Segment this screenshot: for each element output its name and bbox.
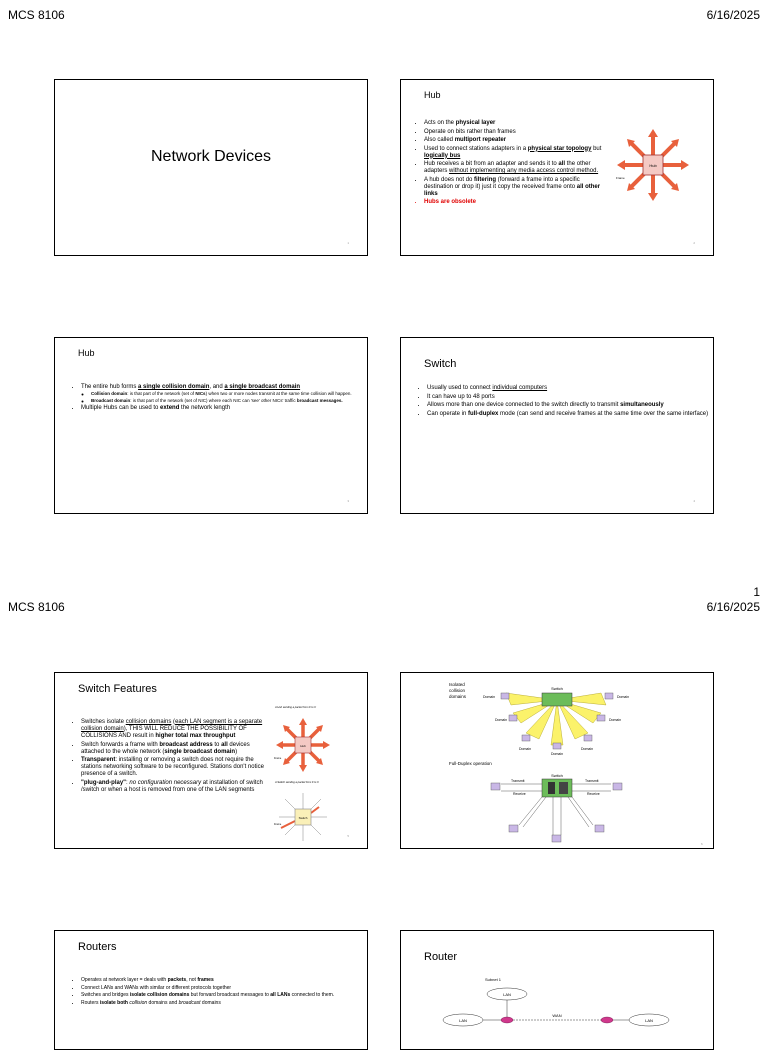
domain-label: Domain xyxy=(483,695,496,699)
hub-figure-caption: A Hub sending a packet from F to C xyxy=(275,706,317,709)
domain-label: Domain xyxy=(581,747,594,751)
bullet: • Switches and bridges isolate collision domains but forward broadcast messages to all LANs connected to them. xyxy=(81,992,366,998)
bullet: • Used to connect stations adapters in a physical star topology but logically bus xyxy=(424,146,602,160)
slide-7 xyxy=(54,930,368,1050)
slide-4-title: Switch xyxy=(424,358,457,370)
switch-figure-caption: A Switch sending a packet from F to C xyxy=(275,781,319,784)
router-diagram xyxy=(401,931,714,1050)
domain-label: Domain xyxy=(551,752,564,756)
lan-label: LAN xyxy=(645,1018,653,1023)
bullet: • Switches isolate collision domains (each LAN segment is a separate collision domain), THIS WILL REDUCE THE POSSIBILITY OF COLLISIONS AND result in higher total max throughput xyxy=(81,719,269,740)
hub-label: Hub xyxy=(300,744,306,748)
bullet: • Usually used to connect individual computers xyxy=(427,385,712,392)
sub-bullet: ◦ Broadcast domain: is that part of the network (set of NIC) where each NIC can 'see' other NICs' traffic broadcast messages. xyxy=(91,398,366,404)
bullet: • Acts on the physical layer xyxy=(424,120,602,127)
switch-label-bottom: Switch xyxy=(551,773,563,778)
hub-diagram xyxy=(613,125,693,205)
slide-3-number: 3 xyxy=(347,499,349,503)
isolated-label-1: Isolated xyxy=(449,682,465,687)
frame-label: Frame xyxy=(616,176,625,180)
slide-3-title: Hub xyxy=(78,348,95,358)
switch-label-top: Switch xyxy=(551,686,563,691)
bullet: • Operate on bits rather than frames xyxy=(424,129,602,136)
frame-label: Frame xyxy=(274,757,282,760)
bullet: • Hubs are obsolete xyxy=(424,199,602,206)
slide-5-bullets xyxy=(69,719,269,795)
subnet-label: Subnet 1 xyxy=(485,977,502,982)
slide-6 xyxy=(400,672,714,849)
lan-label: LAN xyxy=(459,1018,467,1023)
page-number: 1 xyxy=(753,585,760,599)
hub-label: Hub xyxy=(649,163,657,168)
slide-8 xyxy=(400,930,714,1050)
slide-4-bullets xyxy=(415,385,712,419)
wan-label: WAN xyxy=(552,1013,562,1018)
frame-label: Frame xyxy=(274,823,282,826)
slide-7-bullets xyxy=(69,977,366,1007)
bullet: • Switch forwards a frame with broadcast address to all devices attached to the whole network (single broadcast domain) xyxy=(81,742,269,756)
slide-3 xyxy=(54,337,368,514)
bullet: • Can operate in full-duplex mode (can send and receive frames at the same time over the same interface) xyxy=(427,411,712,418)
domain-label: Domain xyxy=(617,695,630,699)
slide-1 xyxy=(54,79,368,256)
isolated-label-3: domains xyxy=(449,694,467,699)
slide-2-bullets xyxy=(412,120,602,208)
course-header-top: MCS 8106 xyxy=(8,8,65,22)
receive-label: Receive xyxy=(587,792,600,796)
slide-5-title: Switch Features xyxy=(78,683,157,695)
bullet: • Also called multiport repeater xyxy=(424,137,602,144)
transmit-label: Transmit xyxy=(585,779,599,783)
bullet: • Operates at network layer = deals with packets, not frames xyxy=(81,977,366,983)
bullet: • It can have up to 48 ports xyxy=(427,394,712,401)
bullet: • Connect LANs and WANs with similar or different protocols together xyxy=(81,985,366,991)
hub-switch-comparison-figure xyxy=(273,703,353,843)
course-header-bottom: MCS 8106 xyxy=(8,600,65,614)
bullet: • Allows more than one device connected to the switch directly to transmit simultaneously xyxy=(427,402,712,409)
slide-2-title: Hub xyxy=(424,90,441,100)
lan-label: LAN xyxy=(503,992,511,997)
slide-4 xyxy=(400,337,714,514)
bullet: • Multiple Hubs can be used to extend the network length xyxy=(81,405,366,412)
slide-6-number: 6 xyxy=(701,842,703,846)
slide-5 xyxy=(54,672,368,849)
bullet: • A hub does not do filtering (forward a frame into a specific destination or drop it) just it copy the received frame onto all other links xyxy=(424,177,602,198)
slide-2-number: 2 xyxy=(693,241,695,245)
switch-domain-diagram xyxy=(401,673,714,849)
bullet: • The entire hub forms a single collision domain, and a single broadcast domain ◦ Collision domain: is that part of the network (set of NICs) when two or more nodes transmit at the same time collision will happen. ◦ Broadcast domain: is that part of the network (set of NIC) where each NIC can 'see' other NICs' traffic broadcast messages. xyxy=(81,384,366,404)
receive-label: Receive xyxy=(513,792,526,796)
domain-label: Domain xyxy=(519,747,532,751)
bullet: • Routers isolate both collision domains and broadcast domains xyxy=(81,1000,366,1006)
slide-4-number: 4 xyxy=(693,499,695,503)
transmit-label: Transmit xyxy=(511,779,525,783)
bullet: • Transparent: installing or removing a switch does not require the stations networking software to be reconfigured. Stations don't notice presence of a switch. xyxy=(81,757,269,778)
date-header-bottom: 6/16/2025 xyxy=(706,600,760,614)
isolated-label-2: collision xyxy=(449,688,466,693)
bullet: • "plug-and-play": no configuration necessary at installation of switch /switch or when a host is removed from one of the LAN segments xyxy=(81,780,269,794)
slide-8-title: Router xyxy=(424,951,458,963)
domain-label: Domain xyxy=(609,718,622,722)
slide-5-number: 5 xyxy=(347,834,349,838)
sub-bullet: ◦ Collision domain: is that part of the network (set of NICs) when two or more nodes transmit at the same time collision will happen. xyxy=(91,391,366,397)
full-duplex-label: Full-Duplex operation xyxy=(449,761,492,766)
slide-2 xyxy=(400,79,714,256)
slide-1-title: Network Devices xyxy=(150,148,272,165)
date-header-top: 6/16/2025 xyxy=(706,8,760,22)
switch-label: Switch xyxy=(298,816,308,820)
slide-1-number: 1 xyxy=(347,241,349,245)
slide-3-bullets xyxy=(69,384,366,414)
slide-7-title: Routers xyxy=(78,941,117,953)
bullet: • Hub receives a bit from an adapter and sends it to all the other adapters without implementing any media access control method. xyxy=(424,161,602,175)
domain-label: Domain xyxy=(495,718,508,722)
